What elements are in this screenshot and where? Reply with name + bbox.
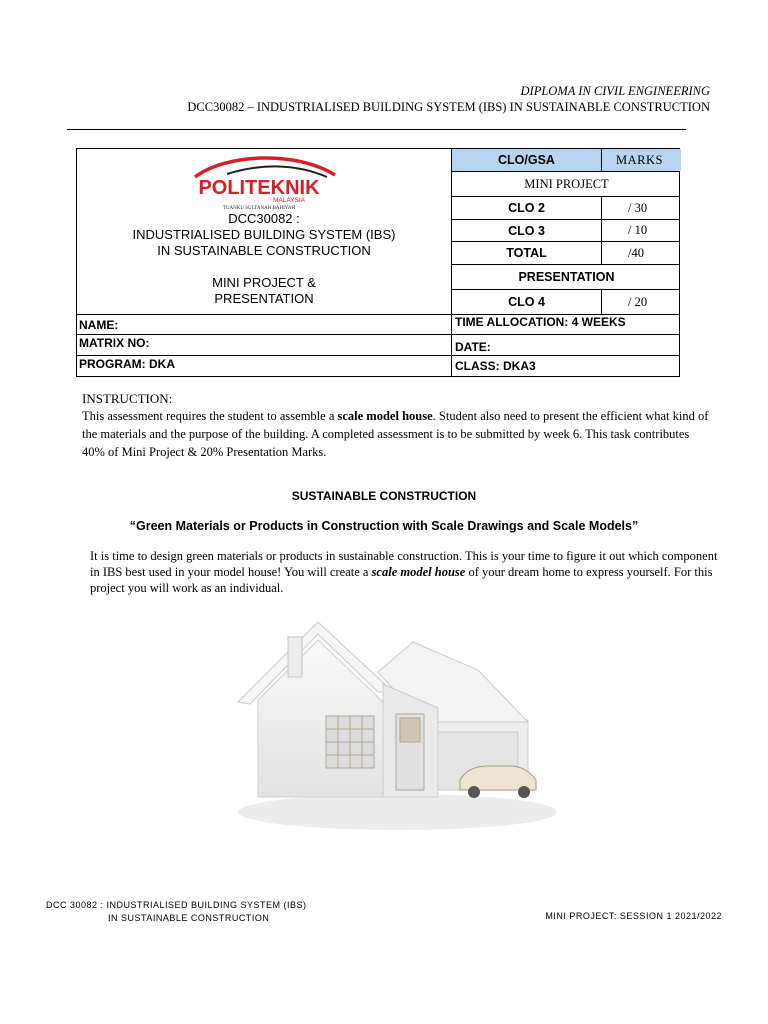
clo4-label: CLO 4 — [508, 295, 545, 309]
program-field: PROGRAM: DKA — [79, 357, 175, 371]
header-divider — [67, 129, 686, 130]
info-row-name — [77, 314, 679, 335]
logo-country: MALAYSIA — [272, 197, 306, 204]
model-house-image — [228, 612, 556, 834]
class-field: CLASS: DKA3 — [455, 359, 536, 373]
project-theme-quote: “Green Materials or Products in Construction with Scale Drawings and Scale Models” — [129, 519, 639, 533]
header-course: DCC30082 – INDUSTRIALISED BUILDING SYSTEM (IBS) IN SUSTAINABLE CONSTRUCTION — [187, 100, 710, 114]
cover-title-block — [77, 149, 451, 314]
clo3-label: CLO 3 — [508, 223, 545, 238]
marks-header: MARKS — [601, 149, 681, 171]
mini-project-label: MINI PROJECT — [524, 176, 609, 191]
total-label: TOTAL — [506, 246, 547, 260]
date-field: DATE: — [455, 340, 491, 354]
name-field: NAME: — [79, 318, 119, 332]
course-title — [77, 211, 451, 307]
instruction-text: This assessment requires the student to assemble a scale model house. Student also need to present the efficient what kind of the materials and the purpose of the building. A completed assessment is to be submitted by week 6. This task contributes 40% of Mini Project & 20% Presentation Marks. — [82, 409, 709, 459]
document-header — [187, 83, 710, 115]
footer-course: DCC 30082 : INDUSTRIALISED BUILDING SYSTEM (IBS) IN SUSTAINABLE CONSTRUCTION — [46, 900, 307, 923]
course-title-line2: IN SUSTAINABLE CONSTRUCTION — [157, 243, 371, 258]
time-allocation: TIME ALLOCATION: 4 WEEKS — [455, 315, 626, 329]
logo-name: POLITEKNIK — [198, 177, 320, 199]
course-code: DCC30082 : — [228, 211, 300, 226]
clo2-mark: / 30 — [601, 197, 681, 219]
section-title: SUSTAINABLE CONSTRUCTION — [291, 489, 477, 503]
clo3-mark: / 10 — [601, 220, 681, 241]
cover-table — [76, 148, 680, 377]
total-row — [451, 241, 680, 264]
clo3-row — [451, 219, 680, 241]
footer-session: MINI PROJECT: SESSION 1 2021/2022 — [545, 911, 722, 921]
presentation-label: PRESENTATION — [518, 270, 615, 284]
clo2-row — [451, 196, 680, 219]
clo-gsa-header: CLO/GSA — [452, 149, 601, 171]
logo-tagline: TUANKU SULTANAH BAHIYAH — [222, 206, 296, 211]
info-row-program — [77, 355, 679, 377]
description-emphasis: scale model house — [371, 565, 466, 579]
header-program: DIPLOMA IN CIVIL ENGINEERING — [520, 84, 710, 98]
assessment-type-line1: MINI PROJECT & — [212, 275, 316, 290]
marks-header-row — [451, 149, 680, 171]
course-title-line1: INDUSTRIALISED BUILDING SYSTEM (IBS) — [132, 227, 396, 242]
total-mark: /40 — [601, 242, 681, 264]
matrix-field: MATRIX NO: — [79, 336, 150, 350]
politeknik-logo — [177, 155, 342, 211]
presentation-row — [451, 264, 680, 289]
info-row-matrix — [77, 334, 679, 356]
instruction-bold: scale model house — [337, 409, 433, 423]
clo2-label: CLO 2 — [508, 201, 545, 215]
assessment-type-line2: PRESENTATION — [214, 291, 314, 306]
project-description: It is time to design green materials or products in sustainable construction. This is your time to figure it out which component in IBS best used in your model house! You will create a scale model house of your dream home to express yourself. For this project you will work as an individual. — [90, 549, 718, 595]
clo4-row — [451, 289, 680, 314]
clo4-mark: / 20 — [601, 290, 681, 314]
instruction-heading: INSTRUCTION: — [82, 391, 173, 406]
mini-project-row — [451, 171, 680, 196]
